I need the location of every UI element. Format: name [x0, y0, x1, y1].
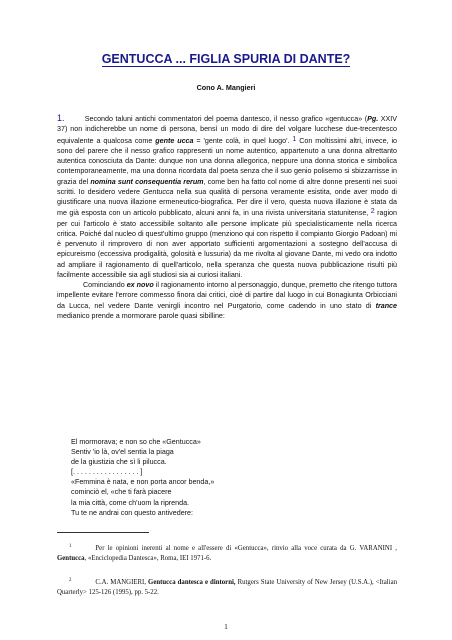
text-run: Con moltissimi altri, invece, io sono del parere che il nesso grafico rappresenti un nome autentico, appartenuto a una donna altrettanto autentica conosciuta da Dante: dunque non una donna allegorica, neppure una donna storica e simbolica contemporaneamente, ma una donna ricordata dal poeta senza che il suo genio polisemo si sbizzarrisse in grazia del: [57, 136, 398, 186]
poem-line: de la giustizia che sì li pilucca.: [71, 458, 167, 467]
poem-quote: [71, 437, 214, 518]
footnote-separator: [57, 532, 149, 533]
text-run: medianico prende a mormorare parole quasi sibilline:: [57, 311, 225, 320]
text-run: , come ben ha fatto col nome di altre donne presenti nei suoi scritti. Io desidero vedere: [57, 177, 397, 196]
term-latin: nomina sunt consequentia rerum: [90, 177, 204, 186]
page-title: [0, 52, 452, 66]
footnote-2: [57, 576, 397, 597]
text-run: = 'gente colà, in quel luogo'.: [193, 136, 293, 145]
poem-line: [. . . . . . . . . . . . . . . . . ]: [71, 468, 143, 477]
text-run: Per le opinioni inerenti al nome e all'essere di «Gentucca», rinvio alla voce curata da G. VARANINI ,: [95, 545, 397, 552]
page-number: 1: [224, 622, 228, 631]
footnote-1: [57, 542, 397, 563]
section-number: 1.: [57, 113, 65, 123]
poem-line: Sentiv 'io là, ov'el sentia la piaga: [71, 448, 174, 457]
text-run: ragion per cui l'articolo è stato accessibile soltanto alle persone implicate più specialisticamente nella ricerca critica. Poiché dal nucleo di quest'ultimo gruppo (menziono qui con rispetto il compianto Giorgio Padoan) mi è pervenuto il rimprovero di non aver apportato sufficienti argomentazioni a sostegno dell'accusa di epicureismo (eccessiva prodigalità, golosità e lussuria) da me rivolta al giovane Dante, mi vedo ora indotto ad ampliare il ragionamento di quell'articolo, nella speranza che questa nuova pubblicazione risulti più facilmente accessibile sia agli studiosi sia ai curiosi italiani.: [57, 209, 397, 279]
footnote-ref-1[interactable]: 1: [292, 135, 297, 143]
author: Cono A. Mangieri: [196, 83, 256, 92]
text-run: Secondo taluni antichi commentatori del poema dantesco, il nesso grafico «gentucca» (: [84, 115, 368, 123]
body-text: [57, 113, 397, 321]
poem-line: cominciò el, «che ti farà piacere: [71, 488, 172, 497]
footnote-bold: Gentucca dantesca e dintorni,: [148, 579, 236, 586]
title-text: GENTUCCA ... FIGLIA SPURIA DI DANTE?: [101, 52, 351, 66]
term-gente-ucca: gente ucca: [155, 136, 194, 145]
poem-line: Tu te ne andrai con questo antivedere:: [71, 508, 194, 517]
poem-line: El mormorava; e non so che «Gentucca»: [71, 438, 201, 446]
text-run: C.A. MANGIERI,: [95, 579, 149, 586]
term-trance: trance: [375, 301, 397, 310]
ref-pg: Pg.: [367, 115, 379, 123]
text-run: XXIV 37) non indicherebbe un nome di persona, bensì un modo di dire del volgare lucchese due-trecentesco equivalente a qualcosa come: [57, 115, 397, 145]
term-gentucca: Gentucca: [142, 187, 174, 196]
footnote-mark: 1: [69, 544, 72, 549]
text-run: , «Enciclopedia Dantesca», Roma, IEI 1971-6.: [84, 554, 212, 562]
footnote-ref-2[interactable]: 2: [370, 208, 375, 216]
text-run: Cominciando: [83, 281, 127, 289]
footnote-mark: 2: [69, 578, 72, 583]
text-run: nella sua qualità di persona veramente esistita, onde aver modo di giustificare una nuova illazione ermeneutico-biografica. Per dire il vero, questa nuova illazione è stata da me già esposta con un articolo pubblicato, alcuni anni fa, in una rivista universitaria statunitense,: [57, 187, 398, 218]
paragraph-2: [57, 280, 397, 321]
poem-line: «Femmina è nata, e non porta ancor benda,»: [71, 478, 215, 487]
footnote-bold: Gentucca: [57, 554, 85, 562]
poem-line: la mia città, come ch'uom la riprenda.: [71, 498, 190, 507]
text-run: Rutgers State University of New Jersey (U.S.A.), <Italian Quarterly> 125-126 (1995), pp. 5-22.: [57, 579, 397, 596]
text-run: il ragionamento intorno al personaggio, dunque, premetto che ritengo tuttora impellente evitare l'errore commesso finora dai critici, cioè di partire dal luogo in cui Bonagiunta Orbicciani da Lucca, nel vedere Dante venirgli incontro nel Purgatorio, come cadendo in uno stato di: [57, 281, 397, 310]
paragraph-1: [57, 113, 397, 280]
term-ex-novo: ex novo: [126, 281, 154, 289]
